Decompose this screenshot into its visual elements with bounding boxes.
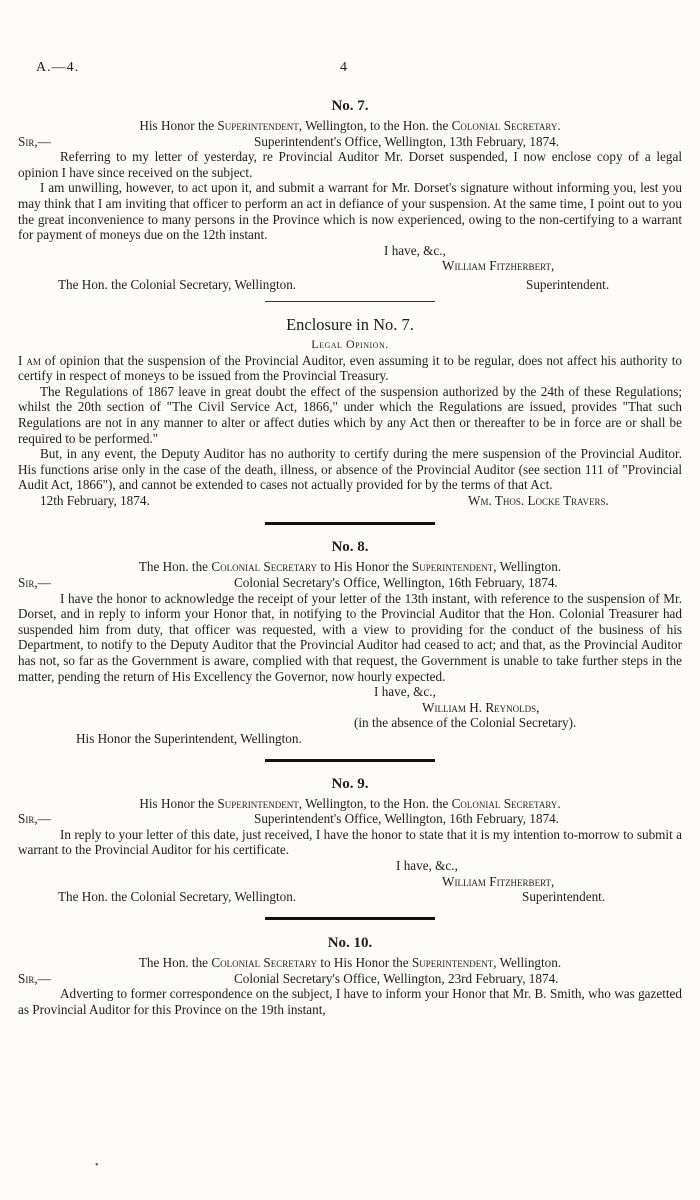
letter-title: No. 8. <box>331 539 369 556</box>
enclosure-title: Enclosure in No. 7. <box>286 314 414 334</box>
office-date: Superintendent's Office, Wellington, 13th February, 1874. <box>254 133 560 149</box>
signature: William H. Reynolds, <box>422 699 540 715</box>
signer-role: (in the absence of the Colonial Secretary). <box>354 715 577 731</box>
letter-heading: The Hon. the Colonial Secretary to His Honor the Superintendent, Wellington. <box>138 955 562 971</box>
paragraph: But, in any event, the Deputy Auditor has no authority to certify during the mere suspension of the Provincial Auditor. His functions arise only in the case of the death, illness, or absence of the Provincial Auditor (see section 111 of "Provincial Audit Act, 1866"), and cannot be extended to cases not actually provided for by the terms of that Act. <box>18 446 682 493</box>
letter-no-9 <box>18 775 682 921</box>
salutation-row <box>18 575 682 591</box>
salutation-row <box>18 971 682 987</box>
letter-no-7 <box>18 97 682 302</box>
salutation-row <box>18 811 682 827</box>
paragraph: I am unwilling, however, to act upon it, and submit a warrant for Mr. Dorset's signature without informing you, lest you may think that I am inviting that officer to perform an act in defiance of your suspension. At the same time, I point out to you the great inconvenience to many persons in the Province which is now experienced, owing to the non-certifying to a warrant for payment of moneys due on the 12th instant. <box>18 180 682 243</box>
enclosure-signoff <box>18 493 682 509</box>
divider <box>265 301 435 302</box>
document-reference: A.—4. <box>36 60 80 75</box>
letter-title: No. 7. <box>331 98 369 114</box>
office-date: Colonial Secretary's Office, Wellington, 23rd February, 1874. <box>234 970 559 986</box>
salutation: Sir,— <box>18 970 51 986</box>
salutation: Sir,— <box>18 133 51 149</box>
letter-heading: The Hon. the Colonial Secretary to His Honor the Superintendent, Wellington. <box>138 559 562 575</box>
page-body <box>18 62 682 1018</box>
signer-role: Superintendent. <box>526 276 610 292</box>
paragraph: The Regulations of 1867 leave in great doubt the effect of the suspension authorized by the 24th of these Regulations; whilst the 20th section of "The Civil Service Act, 1866," under which the Regulations are issued, provides "That such Regulations are not in any manner to alter or affect duties which by any Act then or thereafter to be in force are or shall be required to be performed." <box>18 383 682 446</box>
addressee: The Hon. the Colonial Secretary, Wellington. <box>58 276 297 292</box>
signature: William Fitzherbert, <box>442 258 555 274</box>
salutation: Sir,— <box>18 811 51 827</box>
paragraph: Adverting to former correspondence on the subject, I have to inform your Honor that Mr. B. Smith, who was gazetted as Provincial Auditor for this Province on the 19th instant, <box>18 986 682 1017</box>
letter-title: No. 9. <box>331 775 369 792</box>
addressee: The Hon. the Colonial Secretary, Wellington. <box>58 889 297 905</box>
letter-heading: His Honor the Superintendent, Wellington, to the Hon. the Colonial Secretary. <box>139 118 561 133</box>
enclosure-subtitle: Legal Opinion. <box>311 336 389 351</box>
office-date: Superintendent's Office, Wellington, 16th February, 1874. <box>254 811 560 827</box>
letter-no-8 <box>18 538 682 761</box>
divider <box>265 917 435 920</box>
letter-heading: His Honor the Superintendent, Wellington, to the Hon. the Colonial Secretary. <box>139 795 561 811</box>
letter-no-10 <box>18 934 682 1017</box>
addressee: His Honor the Superintendent, Wellington. <box>76 731 302 746</box>
page-mark: • <box>95 1160 99 1171</box>
closing: I have, &c., <box>396 857 458 873</box>
closing: I have, &c., <box>374 684 436 700</box>
paragraph: I am of opinion that the suspension of the Provincial Auditor, even assuming it to be regular, does not affect his authority to certify in respect of moneys to be issued from the Provincial Treasury. <box>18 352 682 384</box>
paragraph: Referring to my letter of yesterday, re Provincial Auditor Mr. Dorset suspended, I now enclose copy of a legal opinion I have since received on the subject. <box>18 149 682 180</box>
closing: I have, &c., <box>384 242 446 258</box>
divider <box>265 759 435 762</box>
divider <box>265 522 435 525</box>
addressee-row <box>18 277 682 294</box>
enclosure-signer: Wm. Thos. Locke Travers. <box>468 492 609 508</box>
paragraph: I have the honor to acknowledge the receipt of your letter of the 13th instant, with reference to the suspension of Mr. Dorset, and in reply to inform your Honor that, in notifying to the Provincial Auditor that the Hon. Colonial Treasurer had suspended him from duty, that officer was requested, with a view to providing for the conduct of the business of his Department, to notify to the Deputy Auditor that the Provincial Auditor had ceased to act; and that, as the Provincial Auditor has not, so far as the Government is aware, complied with that request, the Government is unable to take further steps in the matter, pending the return of His Excellency the Governor, now hourly expected. <box>18 590 682 684</box>
letter-title: No. 10. <box>327 935 373 952</box>
addressee-row <box>18 889 682 906</box>
signature: William Fitzherbert, <box>442 873 555 889</box>
page-number: 4 <box>340 60 347 75</box>
enclosure-date: 12th February, 1874. <box>40 492 150 508</box>
signer-role: Superintendent. <box>522 889 606 905</box>
salutation-row <box>18 134 682 150</box>
office-date: Colonial Secretary's Office, Wellington, 16th February, 1874. <box>234 575 558 591</box>
salutation: Sir,— <box>18 575 51 591</box>
paragraph: In reply to your letter of this date, just received, I have the honor to state that it is my intention to-morrow to submit a warrant to the Provincial Auditor for his certificate. <box>18 826 682 858</box>
enclosure-no-7 <box>18 315 682 526</box>
